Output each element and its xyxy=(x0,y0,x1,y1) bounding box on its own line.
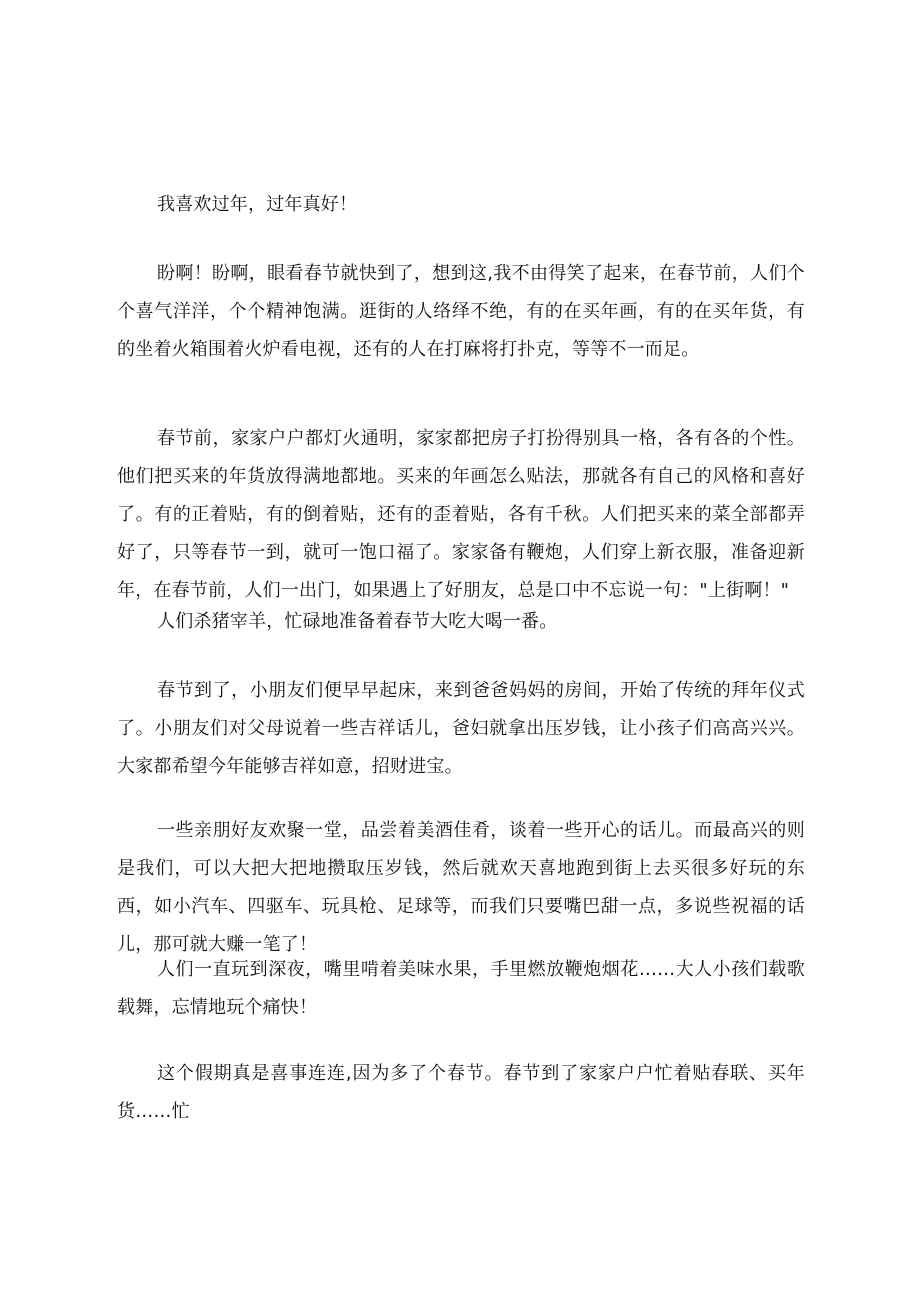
paragraph-3: 春节前，家家户户都灯火通明，家家都把房子打扮得别具一格，各有各的个性。他们把买来的年货放得满地都地。买来的年画怎么贴法，那就各有自己的风格和喜好了。有的正着贴，有的倒着贴，还有的歪着贴，各有千秋。人们把买来的菜全部都弄好了，只等春节一到，就可一饱口福了。家家备有鞭炮，人们穿上新衣服，准备迎新年，在春节前，人们一出门，如果遇上了好朋友，总是口中不忘说一句："上街啊！" xyxy=(117,428,805,601)
paragraph-7: 人们一直玩到深夜，嘴里啃着美味水果，手里燃放鞭炮烟花……大人小孩们载歌载舞，忘情地玩个痛快！ xyxy=(117,959,805,1018)
paragraph-4: 人们杀猪宰羊，忙碌地准备着春节大吃大喝一番。 xyxy=(157,611,558,632)
paragraph-6: 一些亲朋好友欢聚一堂，品尝着美酒佳肴，谈着一些开心的话儿。而最高兴的则是我们，可以大把大把地攒取压岁钱，然后就欢天喜地跑到街上去买很多好玩的东西，如小汽车、四驱车、玩具枪、足球等，而我们只要嘴巴甜一点，多说些祝福的话儿，那可就大赚一笔了！ xyxy=(117,820,805,955)
paragraph-5: 春节到了，小朋友们便早早起床，来到爸爸妈妈的房间，开始了传统的拜年仪式了。小朋友们对父母说着一些吉祥话儿，爸妇就拿出压岁钱，让小孩子们高高兴兴。大家都希望今年能够吉祥如意，招财进宝。 xyxy=(117,680,805,777)
paragraph-2: 盼啊！盼啊，眼看春节就快到了，想到这,我不由得笑了起来，在春节前，人们个个喜气洋洋，个个精神饱满。逛街的人络绎不绝，有的在买年画，有的在买年货，有的坐着火箱围着火炉看电视，还有的人在打麻将打扑克，等等不一而足。 xyxy=(117,263,805,360)
paragraph-8: 这个假期真是喜事连连,因为多了个春节。春节到了家家户户忙着贴春联、买年货……忙 xyxy=(117,1063,805,1122)
paragraph-1: 我喜欢过年，过年真好！ xyxy=(157,194,358,215)
